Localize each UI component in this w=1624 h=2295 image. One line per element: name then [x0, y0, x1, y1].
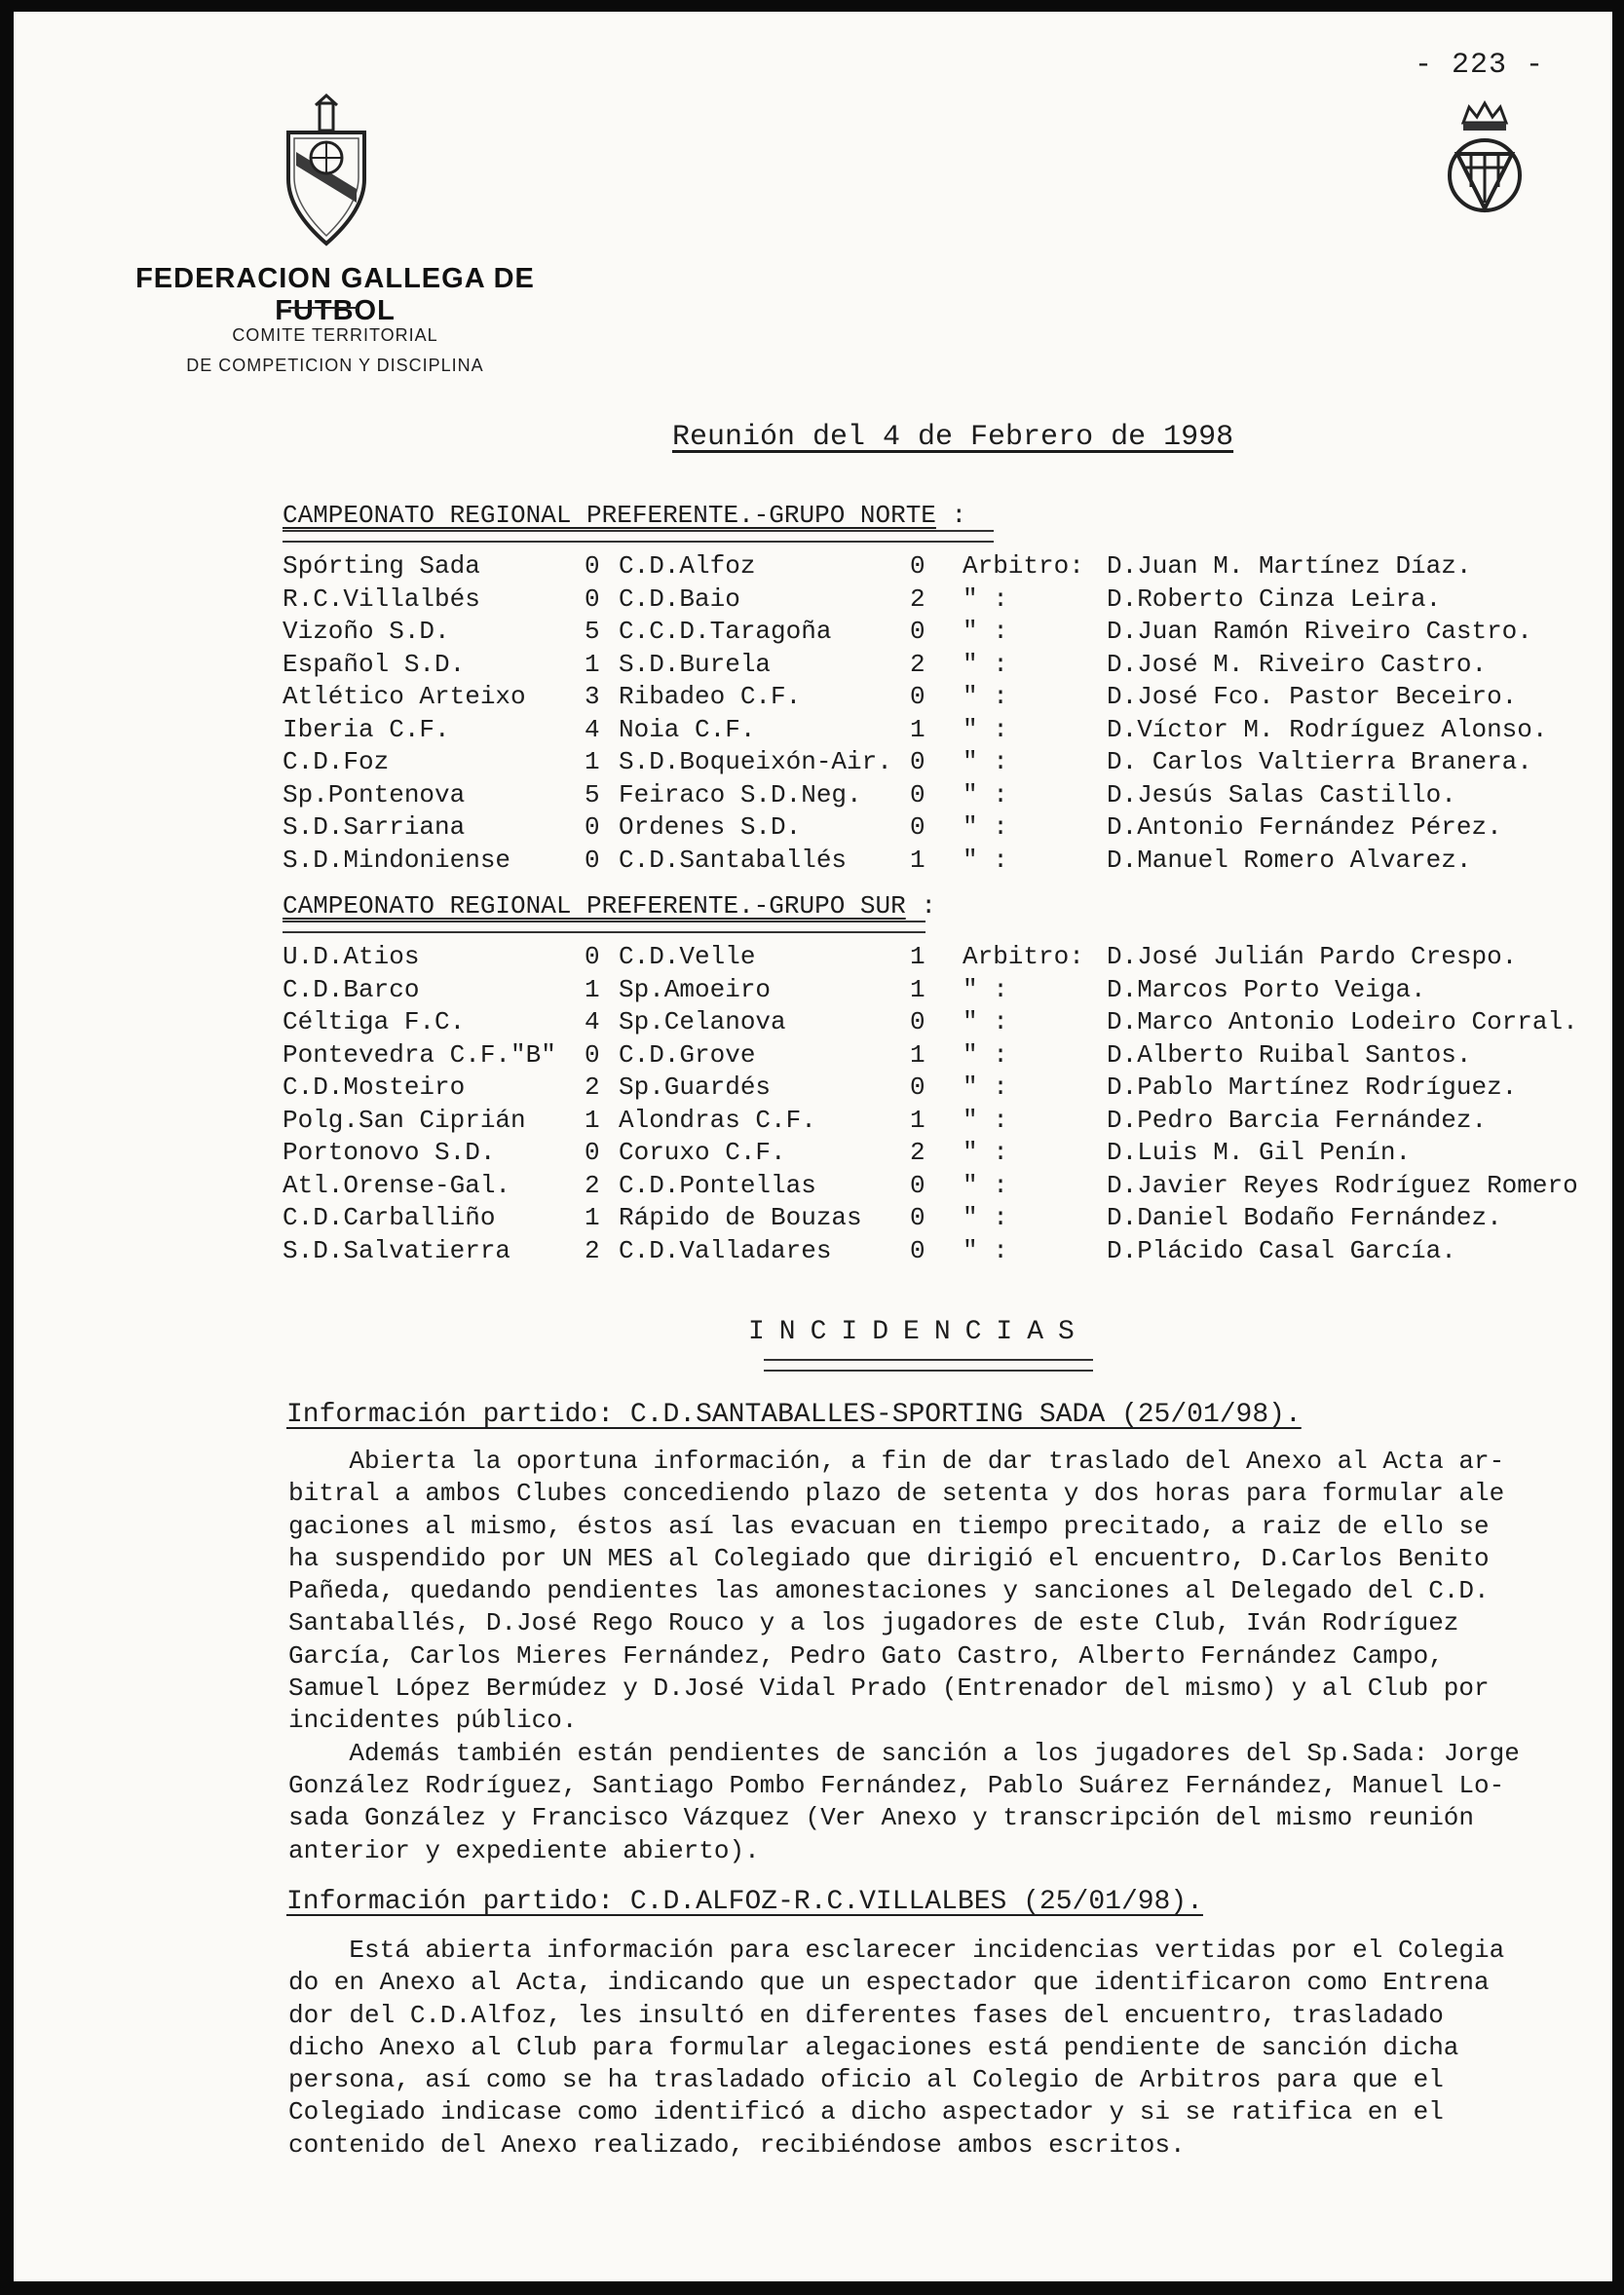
away-team: C.D.Pontellas — [619, 1170, 816, 1200]
away-score: 0 — [910, 1007, 925, 1036]
home-score: 4 — [585, 1007, 600, 1036]
home-team: S.D.Mindoniense — [283, 845, 511, 875]
referee-name: D.Juan Ramón Riveiro Castro. — [1107, 617, 1532, 646]
away-score: 1 — [910, 1105, 925, 1135]
group-south-results — [283, 942, 1624, 1268]
home-team: S.D.Sarriana — [283, 812, 466, 842]
group-north-double-rule — [283, 530, 994, 543]
referee-label: " : — [963, 1138, 1008, 1167]
away-score: 0 — [910, 1203, 925, 1232]
match-row — [283, 650, 1624, 683]
away-score: 1 — [910, 942, 925, 971]
referee-label: " : — [963, 747, 1008, 776]
referee-label: " : — [963, 779, 1008, 809]
home-score: 2 — [585, 1072, 600, 1102]
away-team: Ribadeo C.F. — [619, 682, 802, 711]
referee-label: Arbitro: — [963, 551, 1084, 581]
group-title-suffix: : — [905, 891, 936, 921]
away-team: S.D.Boqueixón-Air. — [619, 747, 892, 776]
match-row — [283, 617, 1624, 650]
referee-label: " : — [963, 617, 1008, 646]
home-score: 1 — [585, 649, 600, 679]
referee-label: " : — [963, 1039, 1008, 1070]
incidencias-double-rule — [764, 1359, 1093, 1372]
home-score: 2 — [585, 1235, 600, 1265]
referee-name: D.Marco Antonio Lodeiro Corral. — [1107, 1007, 1578, 1036]
home-score: 2 — [585, 1170, 600, 1200]
referee-name: D.Javier Reyes Rodríguez Romero — [1107, 1170, 1578, 1200]
referee-label: " : — [963, 714, 1008, 744]
referee-name: D.Daniel Bodaño Fernández. — [1107, 1203, 1502, 1232]
incidencias-heading: INCIDENCIAS — [748, 1317, 1089, 1347]
match-row — [283, 682, 1624, 715]
page-number: - 223 - — [1415, 49, 1545, 82]
home-team: C.D.Foz — [283, 747, 390, 776]
away-score: 1 — [910, 1039, 925, 1070]
away-team: Rápido de Bouzas — [619, 1203, 862, 1232]
away-team: Noia C.F. — [619, 714, 756, 744]
referee-label: " : — [963, 1072, 1008, 1102]
meeting-title: Reunión del 4 de Febrero de 1998 — [672, 421, 1234, 454]
match-row — [283, 1236, 1624, 1269]
referee-name: D.Luis M. Gil Penín. — [1107, 1138, 1412, 1167]
away-score: 2 — [910, 583, 925, 614]
referee-name: D.Marcos Porto Veiga. — [1107, 974, 1426, 1004]
home-team: Atlético Arteixo — [283, 682, 526, 711]
home-team: Céltiga F.C. — [283, 1007, 466, 1036]
federation-shield-logo — [283, 94, 370, 249]
referee-name: D.Manuel Romero Alvarez. — [1107, 845, 1472, 875]
away-team: Sp.Amoeiro — [619, 974, 772, 1004]
home-score: 1 — [585, 1203, 600, 1232]
referee-label: " : — [963, 1203, 1008, 1232]
referee-label: " : — [963, 1105, 1008, 1135]
home-team: Español S.D. — [283, 649, 466, 679]
match-row — [283, 846, 1624, 879]
away-score: 1 — [910, 714, 925, 744]
away-score: 0 — [910, 551, 925, 581]
away-team: Feiraco S.D.Neg. — [619, 779, 862, 809]
away-score: 0 — [910, 812, 925, 842]
referee-name: D.José M. Riveiro Castro. — [1107, 649, 1488, 679]
referee-name: D.Pedro Barcia Fernández. — [1107, 1105, 1488, 1135]
match-row — [283, 942, 1624, 975]
away-team: Sp.Celanova — [619, 1007, 786, 1036]
away-team: S.D.Burela — [619, 649, 772, 679]
away-score: 0 — [910, 1170, 925, 1200]
home-score: 4 — [585, 714, 600, 744]
referee-label: " : — [963, 974, 1008, 1004]
away-score: 2 — [910, 1138, 925, 1167]
home-team: C.D.Barco — [283, 974, 420, 1004]
away-team: Coruxo C.F. — [619, 1138, 786, 1167]
referee-name: D.Jesús Salas Castillo. — [1107, 779, 1456, 809]
home-score: 0 — [585, 942, 600, 971]
away-score: 1 — [910, 845, 925, 875]
referee-label: " : — [963, 812, 1008, 842]
referee-label: " : — [963, 845, 1008, 875]
referee-name: D.Plácido Casal García. — [1107, 1235, 1456, 1265]
group-north-title — [283, 501, 966, 530]
home-score: 1 — [585, 1105, 600, 1135]
referee-name: D.José Fco. Pastor Beceiro. — [1107, 682, 1518, 711]
referee-name: D.Roberto Cinza Leira. — [1107, 583, 1442, 614]
referee-label: " : — [963, 649, 1008, 679]
home-team: Sp.Pontenova — [283, 779, 466, 809]
home-team: R.C.Villalbés — [283, 583, 480, 614]
group-south-title — [283, 891, 936, 921]
document-page — [14, 12, 1612, 2281]
away-team: C.D.Valladares — [619, 1235, 832, 1265]
away-score: 1 — [910, 974, 925, 1004]
match-row — [283, 715, 1624, 748]
away-team: C.D.Grove — [619, 1039, 756, 1070]
group-title-text: CAMPEONATO REGIONAL PREFERENTE.-GRUPO SUR — [283, 891, 906, 921]
committee-line-1: COMITE TERRITORIAL — [232, 325, 438, 345]
away-team: Alondras C.F. — [619, 1105, 816, 1135]
away-score: 0 — [910, 747, 925, 776]
home-score: 3 — [585, 682, 600, 711]
home-score: 0 — [585, 551, 600, 581]
referee-name: D. Carlos Valtierra Branera. — [1107, 747, 1532, 776]
incident-2-body: Está abierta información para esclarecer incidencias vertidas por el Colegia do en Anexo al Acta, indicando que un espectador que identificaron como Entrena dor del C.D.Alfoz, les insultó en diferentes fases del encuentro, trasladado dicho Anexo al Club para formular alegaciones está pendiente de sanción dicha persona, así como se ha trasladado oficio al Colegio de Arbitros para que el Colegiado indicase como identificó a dicho aspectador y si se ratifica en el contenido del Anexo realizado, recibiéndose ambos escritos. — [288, 1936, 1505, 2160]
home-team: C.D.Carballiño — [283, 1203, 496, 1232]
match-row — [283, 1138, 1624, 1171]
home-team: Polg.San Ciprián — [283, 1105, 526, 1135]
home-team: Portonovo S.D. — [283, 1138, 496, 1167]
referee-name: D.José Julián Pardo Crespo. — [1107, 942, 1518, 971]
home-score: 0 — [585, 1039, 600, 1070]
match-row — [283, 551, 1624, 584]
home-team: S.D.Salvatierra — [283, 1235, 511, 1265]
organization-name: FEDERACION GALLEGA DE FUTBOL — [135, 263, 535, 326]
match-row — [283, 812, 1624, 846]
rfef-crest-logo — [1436, 94, 1533, 220]
match-row — [283, 1040, 1624, 1073]
home-score: 1 — [585, 974, 600, 1004]
home-team: Iberia C.F. — [283, 714, 450, 744]
group-south-double-rule — [283, 921, 925, 933]
away-score: 0 — [910, 1235, 925, 1265]
referee-name: D.Alberto Ruibal Santos. — [1107, 1039, 1472, 1070]
home-team: Vizoño S.D. — [283, 617, 450, 646]
away-team: C.C.D.Taragoña — [619, 617, 832, 646]
home-score: 5 — [585, 779, 600, 809]
away-score: 0 — [910, 682, 925, 711]
referee-name: D.Juan M. Martínez Díaz. — [1107, 551, 1472, 581]
incident-2-title: Información partido: C.D.ALFOZ-R.C.VILLALBES (25/01/98). — [286, 1887, 1203, 1917]
referee-label: " : — [963, 682, 1008, 711]
away-score: 0 — [910, 617, 925, 646]
away-team: C.D.Velle — [619, 942, 756, 971]
referee-label: " : — [963, 1170, 1008, 1200]
match-row — [283, 584, 1624, 618]
match-row — [283, 1203, 1624, 1236]
referee-name: D.Víctor M. Rodríguez Alonso. — [1107, 714, 1548, 744]
group-title-text: CAMPEONATO REGIONAL PREFERENTE.-GRUPO NORTE — [283, 501, 936, 530]
away-team: C.D.Alfoz — [619, 551, 756, 581]
match-row — [283, 1106, 1624, 1139]
referee-label: Arbitro: — [963, 942, 1084, 971]
away-team: C.D.Santaballés — [619, 845, 848, 875]
incident-1-body: Abierta la oportuna información, a fin de dar traslado del Anexo al Acta ar- bitral a ambos Clubes concediendo plazo de setenta y dos horas para formular ale gaciones al mismo, éstos así las evacuan en tiempo precitado, a raiz de ello se ha suspendido por UN MES al Colegiado que dirigió el encuentro, D.Carlos Benito Pañeda, quedando pendientes las amonestaciones y sanciones al Delegado del C.D. Santaballés, D.José Rego Rouco y a los jugadores de este Club, Iván Rodríguez García, Carlos Mieres Fernández, Pedro Gato Castro, Alberto Fernández Campo, Samuel López Bermúdez y D.José Vidal Prado (Entrenador del mismo) y al Club por incidentes público. Además también están pendientes de sanción a los jugadores del Sp.Sada: Jorge González Rodríguez, Santiago Pombo Fernández, Pablo Suárez Fernández, Manuel Lo- sada González y Francisco Vázquez (Ver Anexo y transcripción del mismo reunión anterior y expediente abierto). — [288, 1447, 1520, 1865]
header-divider — [288, 307, 359, 309]
away-team: C.D.Baio — [619, 583, 740, 614]
match-row — [283, 780, 1624, 813]
home-team: C.D.Mosteiro — [283, 1072, 466, 1102]
match-row — [283, 975, 1624, 1008]
home-team: U.D.Atios — [283, 942, 420, 971]
home-score: 0 — [585, 583, 600, 614]
away-team: Ordenes S.D. — [619, 812, 802, 842]
home-score: 5 — [585, 617, 600, 646]
match-row — [283, 1072, 1624, 1106]
incident-1-title: Información partido: C.D.SANTABALLES-SPORTING SADA (25/01/98). — [286, 1400, 1302, 1430]
home-score: 0 — [585, 1138, 600, 1167]
referee-name: D.Antonio Fernández Pérez. — [1107, 812, 1502, 842]
away-score: 0 — [910, 1072, 925, 1102]
away-score: 2 — [910, 649, 925, 679]
match-row — [283, 747, 1624, 780]
match-row — [283, 1007, 1624, 1040]
home-team: Atl.Orense-Gal. — [283, 1170, 511, 1200]
home-score: 0 — [585, 812, 600, 842]
away-team: Sp.Guardés — [619, 1072, 772, 1102]
match-row — [283, 1171, 1624, 1204]
referee-label: " : — [963, 583, 1008, 614]
committee-line-2: DE COMPETICION Y DISCIPLINA — [186, 356, 484, 375]
home-score: 0 — [585, 845, 600, 875]
away-score: 0 — [910, 779, 925, 809]
group-north-results — [283, 551, 1624, 878]
referee-name: D.Pablo Martínez Rodríguez. — [1107, 1072, 1518, 1102]
referee-label: " : — [963, 1007, 1008, 1036]
referee-label: " : — [963, 1235, 1008, 1265]
group-title-suffix: : — [935, 501, 967, 530]
home-team: Spórting Sada — [283, 551, 480, 581]
home-score: 1 — [585, 747, 600, 776]
home-team: Pontevedra C.F."B" — [283, 1039, 556, 1070]
